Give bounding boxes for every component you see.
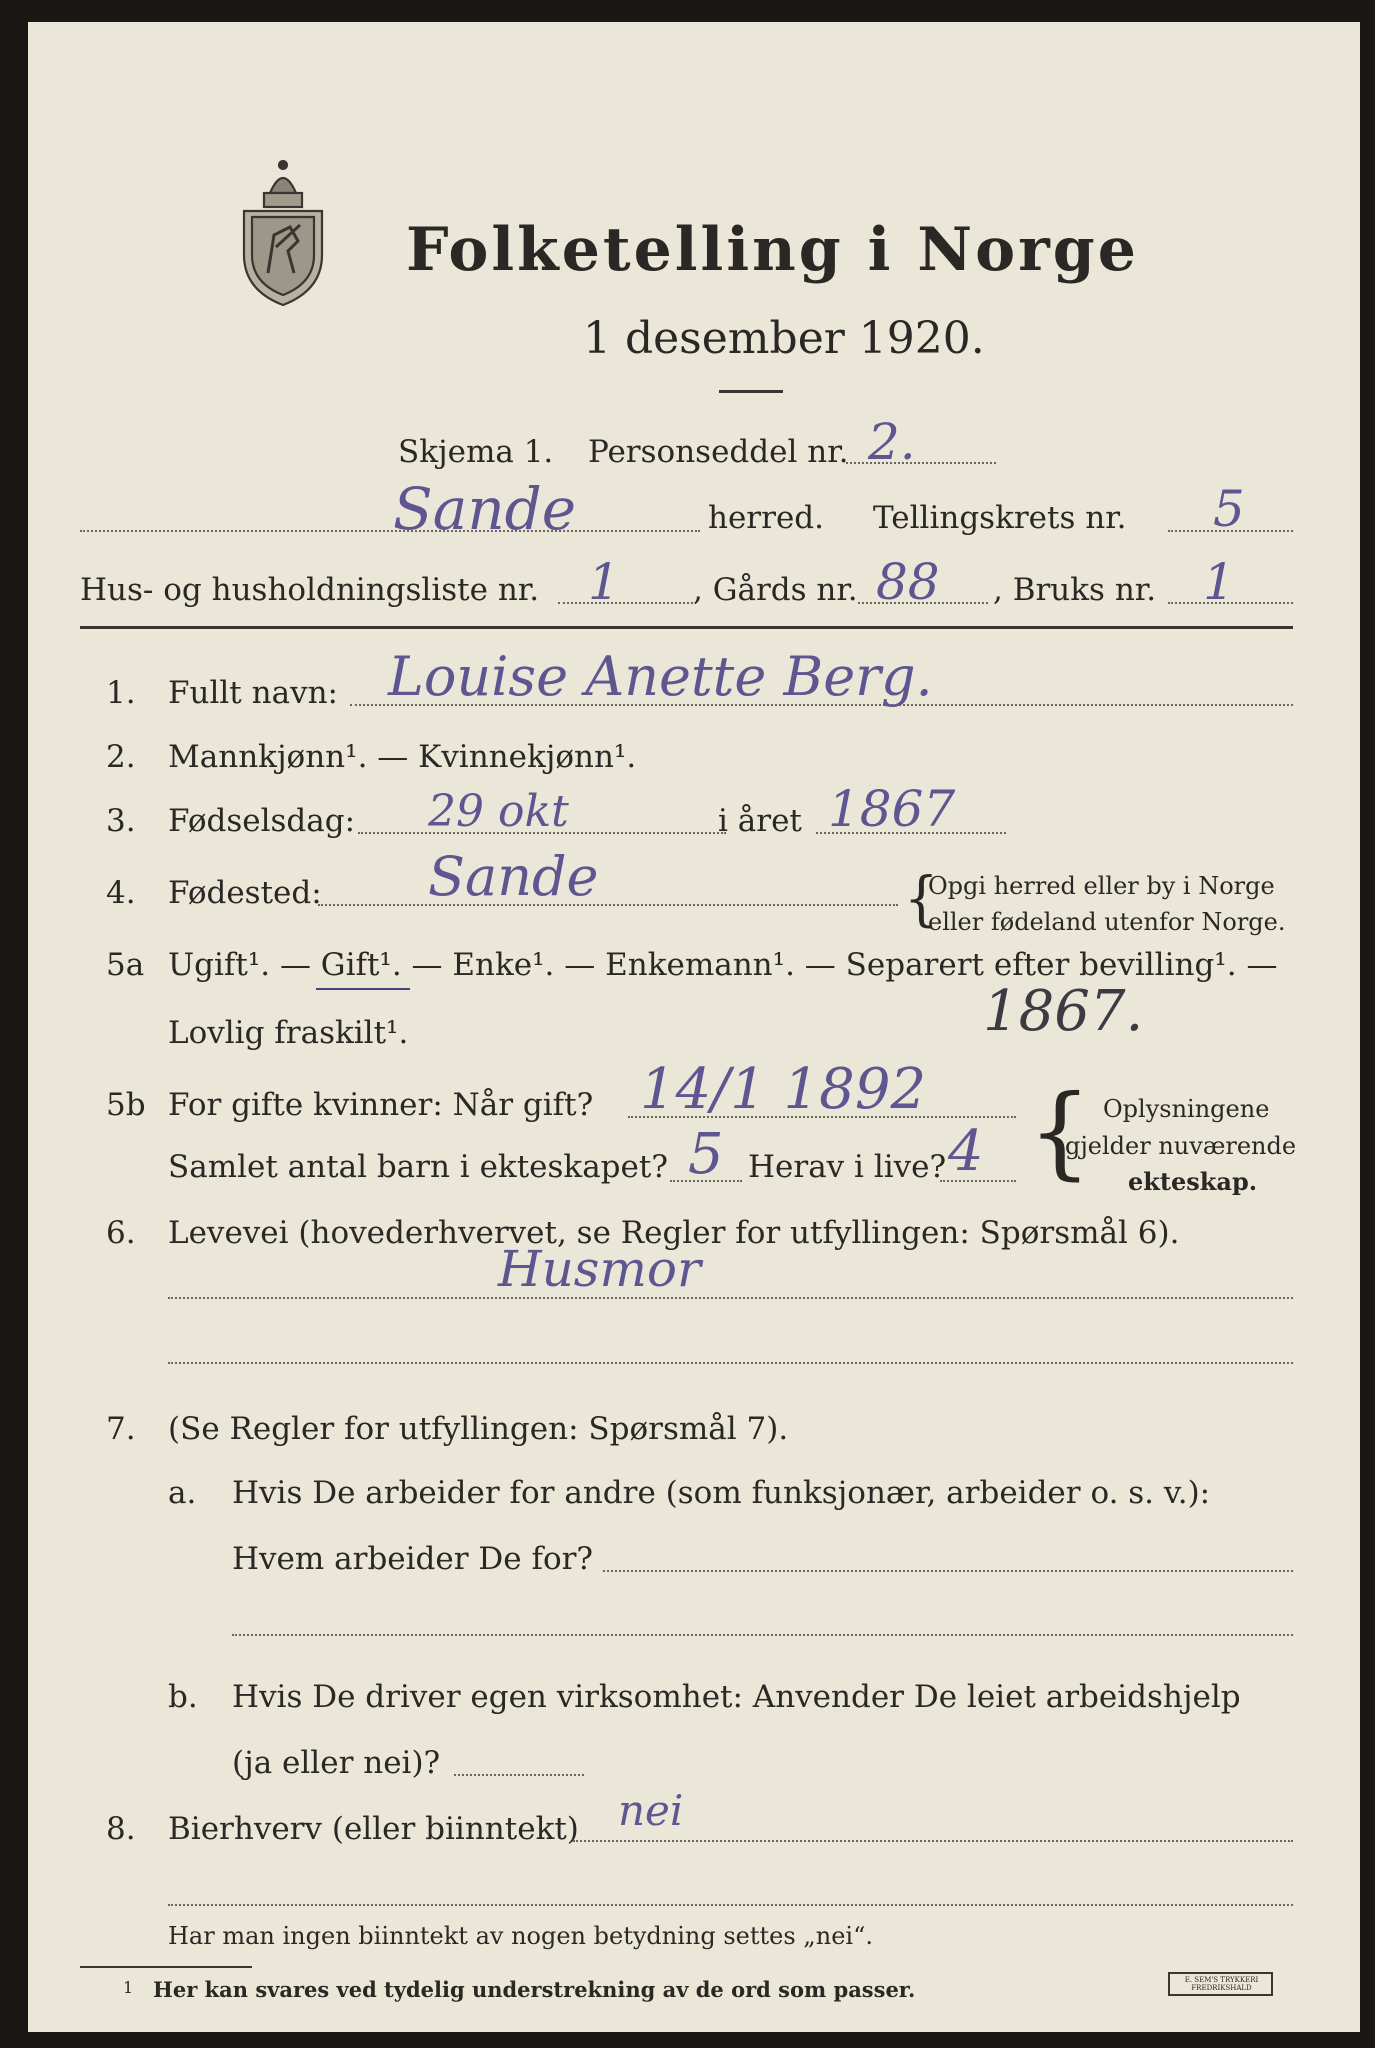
q5b-number: 5b [106, 1087, 146, 1123]
birthplace-value: Sande [428, 845, 599, 908]
q4-note-brace: { [904, 863, 939, 934]
side-income-label: Bierhverv (eller biinntekt) [168, 1811, 579, 1847]
marriage-date-label: For gifte kvinner: Når gift? [168, 1087, 594, 1123]
q8-number: 8. [106, 1811, 136, 1847]
q5b-note-brace: { [1028, 1073, 1092, 1190]
footnote-text: Her kan svares ved tydelig understrekning av de ord som passer. [153, 1977, 916, 2002]
birth-year-label: i året [718, 803, 802, 839]
q5b-note-line2: gjelder nuværende [1065, 1132, 1297, 1160]
side-income-value: nei [618, 1786, 684, 1835]
q7a-line2: Hvem arbeider De for? [232, 1541, 594, 1577]
herred-value: Sande [393, 475, 577, 543]
q7b-line2: (ja eller nei)? [232, 1745, 441, 1781]
children-living-label: Herav i live? [748, 1149, 947, 1185]
full-name-value: Louise Anette Berg. [388, 645, 933, 708]
q3-number: 3. [106, 803, 136, 839]
q6-number: 6. [106, 1215, 136, 1251]
q2-number: 2. [106, 739, 136, 775]
q1-number: 1. [106, 675, 136, 711]
margin-note-year: 1867. [983, 979, 1144, 1044]
q7b-letter: b. [168, 1679, 198, 1715]
q3-label: Fødselsdag: [168, 803, 356, 839]
skjema-label: Skjema 1. [398, 434, 554, 470]
hus-value: 1 [588, 553, 620, 611]
q7a-answer-line-2 [232, 1634, 1293, 1636]
marriage-date-value: 14/1 1892 [640, 1057, 927, 1122]
q4-note-line1: Opgi herred eller by i Norge [928, 872, 1275, 900]
q7-label: (Se Regler for utfyllingen: Spørsmål 7). [168, 1411, 789, 1447]
form-title: Folketelling i Norge [406, 215, 1139, 285]
personseddel-label: Personseddel nr. [588, 434, 849, 470]
herred-label: herred. [708, 500, 824, 536]
children-total-value: 5 [688, 1122, 724, 1187]
coat-of-arms-emblem [240, 155, 326, 310]
q5b-note-line1: Oplysningene [1103, 1095, 1270, 1123]
hus-line [558, 602, 693, 604]
q7a-letter: a. [168, 1475, 197, 1511]
tellingskrets-label: Tellingskrets nr. [873, 500, 1127, 536]
occupation-value: Husmor [498, 1240, 701, 1298]
q5b-note-line3: ekteskap. [1128, 1167, 1258, 1196]
hus-label: Hus- og husholdningsliste nr. [80, 572, 540, 608]
q7b-answer-line [454, 1774, 584, 1776]
children-total-label: Samlet antal barn i ekteskapet? [168, 1149, 668, 1185]
gards-label: , Gårds nr. [693, 572, 858, 608]
q4-line [318, 904, 898, 906]
birth-date-value: 29 okt [428, 786, 569, 837]
printer-stamp-text: E. SEM'S TRYKKERI FREDRIKSHALD [1184, 1976, 1259, 1992]
side-income-line-2 [168, 1904, 1293, 1906]
footnote-marker: 1 [123, 1978, 134, 1997]
occupation-label: Levevei (hovederhvervet, se Regler for utfyllingen: Spørsmål 6). [168, 1215, 1180, 1251]
marital-status-options-line2: Lovlig fraskilt¹. [168, 1015, 409, 1051]
q4-number: 4. [106, 875, 136, 911]
gift-underline [316, 988, 410, 990]
q7a-answer-line-1 [603, 1570, 1293, 1572]
title-divider [719, 390, 783, 393]
q7b-line1: Hvis De driver egen virksomhet: Anvender De leiet arbeidshjelp [232, 1679, 1241, 1715]
occupation-line-1 [168, 1297, 1293, 1299]
personseddel-value: 2. [868, 413, 916, 471]
census-date: 1 desember 1920. [583, 313, 985, 364]
header-rule [80, 626, 1293, 629]
children-living-value: 4 [948, 1119, 984, 1184]
herred-line [80, 530, 700, 532]
side-income-line-1 [573, 1840, 1293, 1842]
q4-note-line2: eller fødeland utenfor Norge. [928, 908, 1286, 936]
tellingskrets-value: 5 [1213, 480, 1245, 538]
bruks-label: , Bruks nr. [993, 572, 1157, 608]
q7-number: 7. [106, 1411, 136, 1447]
q1-label: Fullt navn: [168, 675, 338, 711]
q4-label: Fødested: [168, 875, 322, 911]
printer-stamp [1168, 1972, 1273, 1996]
census-form-page [28, 22, 1360, 2032]
occupation-line-2 [168, 1362, 1293, 1364]
birth-year-value: 1867 [828, 780, 956, 838]
marital-status-options: Ugift¹. — Gift¹. — Enke¹. — Enkemann¹. — Separert efter bevilling¹. — [168, 947, 1278, 983]
footnote-divider [80, 1966, 252, 1968]
q7a-line1: Hvis De arbeider for andre (som funksjonær, arbeider o. s. v.): [232, 1475, 1211, 1511]
q5a-number: 5a [106, 947, 145, 983]
gender-options: Mannkjønn¹. — Kvinnekjønn¹. [168, 739, 637, 775]
side-income-note: Har man ingen biinntekt av nogen betydning settes „nei“. [168, 1922, 873, 1950]
bruks-value: 1 [1203, 553, 1235, 611]
gards-value: 88 [876, 553, 940, 611]
